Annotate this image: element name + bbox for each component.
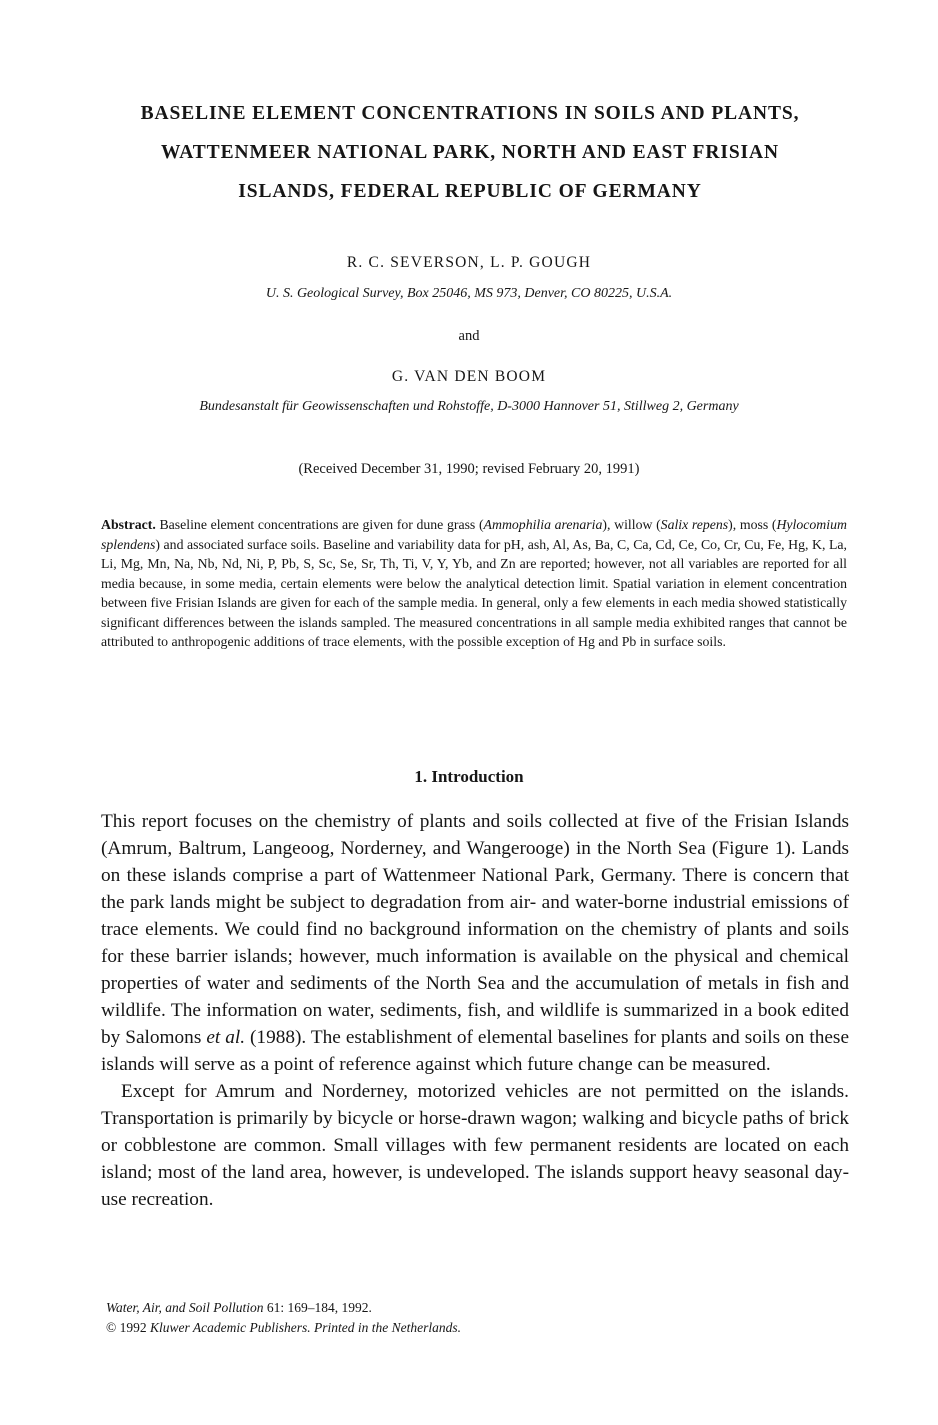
paper-title bbox=[90, 94, 850, 211]
footer-publisher: Kluwer Academic Publishers. Printed in the Netherlands. bbox=[150, 1320, 461, 1335]
body-p1-et-al: et al. bbox=[206, 1027, 246, 1048]
abstract-text-1: Baseline element concentrations are given for dune grass ( bbox=[155, 517, 484, 532]
title-line-3: ISLANDS, FEDERAL REPUBLIC OF GERMANY bbox=[238, 181, 702, 202]
title-line-2: WATTENMEER NATIONAL PARK, NORTH AND EAST FRISIAN bbox=[160, 142, 780, 163]
author-group-2: G. VAN DEN BOOM bbox=[391, 368, 547, 385]
footer-journal: Water, Air, and Soil Pollution bbox=[106, 1300, 264, 1315]
species-ammophilia: Ammophilia arenaria bbox=[483, 517, 603, 532]
author-group-1: R. C. SEVERSON, L. P. GOUGH bbox=[346, 254, 592, 271]
footer-citation bbox=[106, 1298, 806, 1318]
footer-copyright bbox=[106, 1318, 806, 1338]
introduction-body bbox=[101, 808, 849, 1213]
section-heading-introduction: 1. Introduction bbox=[414, 767, 524, 786]
page-footer bbox=[106, 1298, 806, 1338]
abstract-text-2: ), willow ( bbox=[602, 517, 661, 532]
species-hylocomium: Hylocomium splendens bbox=[101, 517, 847, 552]
affiliation-1: U. S. Geological Survey, Box 25046, MS 973, Denver, CO 80225, U.S.A. bbox=[265, 286, 673, 301]
body-paragraph-2: Except for Amrum and Norderney, motorized vehicles are not permitted on the islands. Transportation is primarily by bicycle or horse-drawn wagon; walking and bicycle paths of brick or cobblestone are common. Small villages with few permanent residents are located on each island; most of the land area, however, is undeveloped. The islands support heavy seasonal day-use recreation. bbox=[101, 1081, 849, 1210]
abstract bbox=[101, 515, 847, 652]
body-p1-text-b: (1988). The establishment of elemental baselines for plants and soils on these islands will serve as a point of reference against which future change can be measured. bbox=[101, 1027, 849, 1075]
affiliation-2: Bundesanstalt für Geowissenschaften und Rohstoffe, D-3000 Hannover 51, Stillweg 2, Germany bbox=[199, 399, 739, 414]
received-dates: (Received December 31, 1990; revised February 20, 1991) bbox=[298, 461, 640, 477]
abstract-label: Abstract. bbox=[101, 517, 156, 532]
abstract-text-3: ), moss ( bbox=[728, 517, 777, 532]
footer-volume: 61: 169–184, 1992. bbox=[263, 1300, 372, 1315]
body-paragraph-1 bbox=[101, 808, 849, 1078]
body-p1-text-a: This report focuses on the chemistry of plants and soils collected at five of the Frisian Islands (Amrum, Baltrum, Langeoog, Norderney, and Wangerooge) in the North Sea (Figure 1). Lands on these islands comprise a part of Wattenmeer National Park, Germany. There is concern that the park lands might be subject to degradation from air- and water-borne industrial emissions of trace elements. We could find no background information on the chemistry of plants and soils for these barrier islands; however, much information is available on the physical and chemical properties of water and sediments of the North Sea and the accumulation of metals in fish and wildlife. The information on water, sediments, fish, and wildlife is summarized in a book edited by Salomons bbox=[101, 811, 849, 1048]
species-salix: Salix repens bbox=[660, 517, 729, 532]
abstract-text-4: ) and associated surface soils. Baseline and variability data for pH, ash, Al, As, Ba, C, Ca, Cd, Ce, Co, Cr, Cu, Fe, Hg, K, La, Li, Mg, Mn, Na, Nb, Nd, Ni, P, Pb, S, Sc, Se, Sr, Th, Ti, V, Y, Yb, and Zn are reported; however, not all variables are reported for all media because, in some media, certain elements were below the analytical detection limit. Spatial variation in element concentration between five Frisian Islands are given for each of the sample media. In general, only a few elements in each media showed statistically significant differences between the islands sampled. The measured concentrations in all sample media exhibited ranges that cannot be attributed to anthropogenic additions of trace elements, with the possible exception of Hg and Pb in surface soils. bbox=[101, 536, 847, 649]
abstract-paragraph bbox=[101, 515, 847, 652]
author-conjunction: and bbox=[458, 328, 480, 344]
footer-copyright-year: © 1992 bbox=[106, 1320, 151, 1335]
title-line-1: BASELINE ELEMENT CONCENTRATIONS IN SOILS AND PLANTS, bbox=[140, 103, 800, 124]
